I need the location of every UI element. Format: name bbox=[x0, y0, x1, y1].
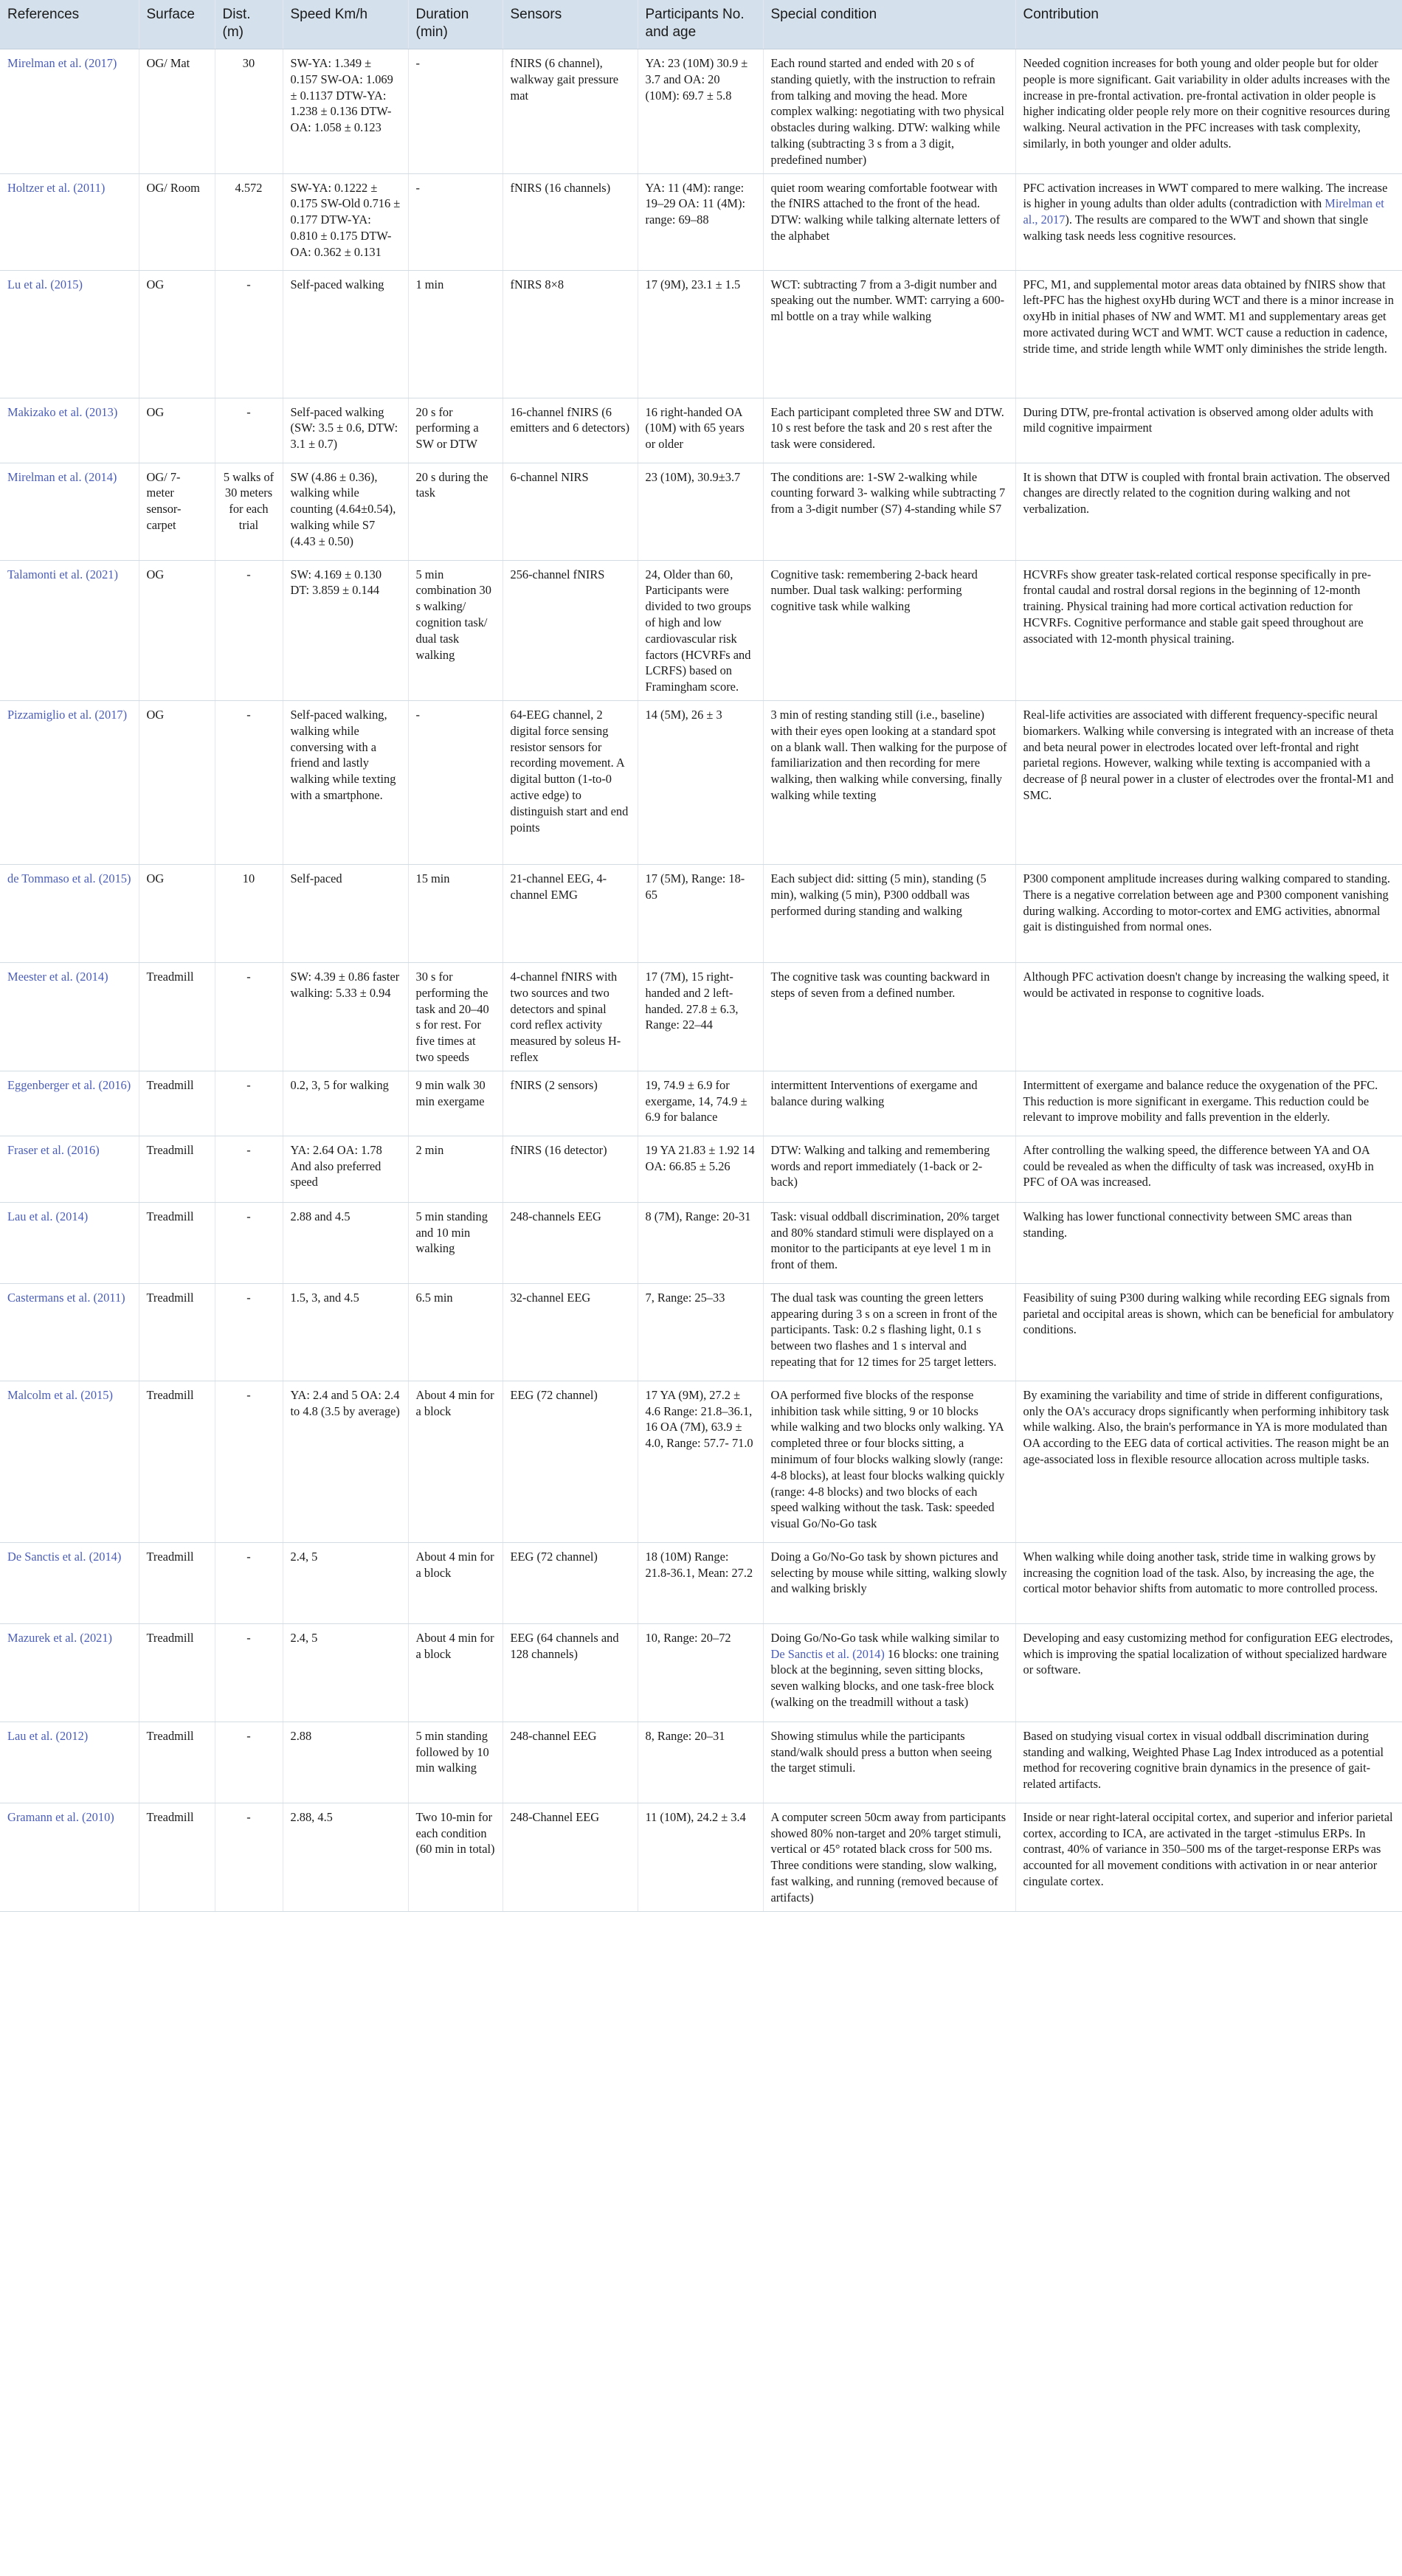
contribution-cell: During DTW, pre-frontal activation is observed among older adults with mild cognitive impairment bbox=[1015, 398, 1402, 463]
speed-cell: 1.5, 3, and 4.5 bbox=[283, 1283, 408, 1381]
header-duration: Duration (min) bbox=[408, 0, 503, 49]
condition-cell: Each round started and ended with 20 s of standing quietly, with the instruction to refrain from talking and moving the head. More complex walking: negotiating with two physical obstacles during walking. DTW: walking while talking (subtracting 3 s from a 3 digit, predefined number) bbox=[763, 49, 1015, 174]
contribution-cell: Inside or near right-lateral occipital cortex, and superior and inferior parietal cortex, according to ICA, are activated in the target -stimulus ERPs. In contrast, 40% of variance in 350–500 ms of the target-response ERPs was accounted for all movement conditions with activation in or near anterior cingulate cortex. bbox=[1015, 1803, 1402, 1911]
duration-cell: 2 min bbox=[408, 1136, 503, 1202]
table-row bbox=[0, 1623, 1402, 1722]
surface-cell: Treadmill bbox=[139, 1623, 215, 1722]
surface-cell: OG/ Mat bbox=[139, 49, 215, 174]
condition-cell: Each subject did: sitting (5 min), standing (5 min), walking (5 min), P300 oddball was performed during standing and walking bbox=[763, 864, 1015, 962]
condition-cell: 3 min of resting standing still (i.e., baseline) with their eyes open looking at a standard spot on a blank wall. Then walking for the purpose of familiarization and then recording for mere walking, then walking while conversing, finally walking while texting bbox=[763, 700, 1015, 864]
participants-cell: 19 YA 21.83 ± 1.92 14 OA: 66.85 ± 5.26 bbox=[638, 1136, 763, 1202]
participants-cell: 8 (7M), Range: 20-31 bbox=[638, 1202, 763, 1283]
table-header bbox=[0, 0, 1402, 49]
table-body bbox=[0, 49, 1402, 1912]
participants-cell: 18 (10M) Range: 21.8-36.1, Mean: 27.2 bbox=[638, 1542, 763, 1623]
surface-cell: OG/ 7-meter sensor-carpet bbox=[139, 463, 215, 560]
table-row bbox=[0, 270, 1402, 398]
table-row bbox=[0, 173, 1402, 270]
condition-cell: intermittent Interventions of exergame and balance during walking bbox=[763, 1071, 1015, 1136]
speed-cell: SW: 4.169 ± 0.130 DT: 3.859 ± 0.144 bbox=[283, 560, 408, 700]
citation-link[interactable]: De Sanctis et al. (2014) bbox=[770, 1646, 885, 1661]
condition-cell: A computer screen 50cm away from participants showed 80% non-target and 20% target stimuli, vertical or 45° rotated black cross for 500 ms. Three conditions were standing, slow walking, fast walking, and running (removed because of artifacts) bbox=[763, 1803, 1015, 1911]
reference-link[interactable]: Talamonti et al. (2021) bbox=[0, 560, 139, 700]
distance-cell: 30 bbox=[215, 49, 283, 174]
distance-cell: - bbox=[215, 560, 283, 700]
contribution-cell: Walking has lower functional connectivity between SMC areas than standing. bbox=[1015, 1202, 1402, 1283]
condition-cell: DTW: Walking and talking and remembering words and report immediately (1-back or 2-back) bbox=[763, 1136, 1015, 1202]
reference-link[interactable]: de Tommaso et al. (2015) bbox=[0, 864, 139, 962]
participants-cell: YA: 23 (10M) 30.9 ± 3.7 and OA: 20 (10M): 69.7 ± 5.8 bbox=[638, 49, 763, 174]
speed-cell: SW-YA: 1.349 ± 0.157 SW-OA: 1.069 ± 0.1137 DTW-YA: 1.238 ± 0.136 DTW-OA: 1.058 ± 0.123 bbox=[283, 49, 408, 174]
sensors-cell: 256-channel fNIRS bbox=[503, 560, 638, 700]
surface-cell: Treadmill bbox=[139, 1381, 215, 1542]
sensors-cell: 248-channels EEG bbox=[503, 1202, 638, 1283]
speed-cell: Self-paced walking (SW: 3.5 ± 0.6, DTW: 3.1 ± 0.7) bbox=[283, 398, 408, 463]
table-row bbox=[0, 1722, 1402, 1803]
distance-cell: - bbox=[215, 270, 283, 398]
table-row bbox=[0, 1381, 1402, 1542]
contribution-cell: After controlling the walking speed, the difference between YA and OA could be revealed as when the difficulty of task was increased, oxyHb in PFC of OA was increased. bbox=[1015, 1136, 1402, 1202]
surface-cell: OG/ Room bbox=[139, 173, 215, 270]
sensors-cell: 16-channel fNIRS (6 emitters and 6 detectors) bbox=[503, 398, 638, 463]
participants-cell: 17 (7M), 15 right-handed and 2 left-handed. 27.8 ± 6.3, Range: 22–44 bbox=[638, 962, 763, 1071]
table-row bbox=[0, 1283, 1402, 1381]
duration-cell: 5 min combination 30 s walking/ cognition task/ dual task walking bbox=[408, 560, 503, 700]
header-contribution: Contribution bbox=[1015, 0, 1402, 49]
table-row bbox=[0, 1202, 1402, 1283]
table-row bbox=[0, 49, 1402, 174]
duration-cell: 5 min standing and 10 min walking bbox=[408, 1202, 503, 1283]
participants-cell: 7, Range: 25–33 bbox=[638, 1283, 763, 1381]
reference-link[interactable]: Fraser et al. (2016) bbox=[0, 1136, 139, 1202]
contribution-cell: When walking while doing another task, stride time in walking grows by increasing the cognition load of the task. Also, by increasing the age, the cortical motor behavior shifts from automatic to more controlled process. bbox=[1015, 1542, 1402, 1623]
table-row bbox=[0, 1803, 1402, 1911]
speed-cell: 0.2, 3, 5 for walking bbox=[283, 1071, 408, 1136]
contribution-cell: PFC, M1, and supplemental motor areas data obtained by fNIRS show that left-PFC has the highest oxyHb during WCT and there is a minor increase in oxyHb in initial phases of NW and WMT. M1 and supplementary areas get more activated during WCT and WMT. WCT cause a reduction in cadence, stride time, and stride length while WMT only diminishes the stride length. bbox=[1015, 270, 1402, 398]
table-row bbox=[0, 1071, 1402, 1136]
condition-cell: The cognitive task was counting backward in steps of seven from a defined number. bbox=[763, 962, 1015, 1071]
header-speed: Speed Km/h bbox=[283, 0, 408, 49]
surface-cell: Treadmill bbox=[139, 1803, 215, 1911]
participants-cell: 17 (5M), Range: 18-65 bbox=[638, 864, 763, 962]
surface-cell: Treadmill bbox=[139, 1283, 215, 1381]
sensors-cell: fNIRS 8×8 bbox=[503, 270, 638, 398]
sensors-cell: 248-Channel EEG bbox=[503, 1803, 638, 1911]
reference-link[interactable]: Pizzamiglio et al. (2017) bbox=[0, 700, 139, 864]
duration-cell: 5 min standing followed by 10 min walking bbox=[408, 1722, 503, 1803]
distance-cell: - bbox=[215, 1071, 283, 1136]
participants-cell: 23 (10M), 30.9±3.7 bbox=[638, 463, 763, 560]
table-row bbox=[0, 700, 1402, 864]
distance-cell: 10 bbox=[215, 864, 283, 962]
contribution-cell: Intermittent of exergame and balance reduce the oxygenation of the PFC. This reduction is more significant in exergame. This reduction could be relevant to improve mobility and falls prevention in the elderly. bbox=[1015, 1071, 1402, 1136]
contribution-cell bbox=[1015, 173, 1402, 270]
surface-cell: Treadmill bbox=[139, 1071, 215, 1136]
participants-cell: 14 (5M), 26 ± 3 bbox=[638, 700, 763, 864]
table-row bbox=[0, 560, 1402, 700]
contribution-cell: Real-life activities are associated with different frequency-specific neural biomarkers. Walking while conversing is integrated with an increase of theta and beta neural power in electrodes located over left-frontal and right parietal regions. However, walking while texting is accompanied with a decrease of β neural power in a cluster of electrodes over the frontal-M1 and SMC. bbox=[1015, 700, 1402, 864]
table-row bbox=[0, 463, 1402, 560]
reference-link[interactable]: Makizako et al. (2013) bbox=[0, 398, 139, 463]
table-row bbox=[0, 962, 1402, 1071]
citation-link[interactable]: Mirelman et al., 2017 bbox=[1023, 196, 1384, 227]
duration-cell: 20 s for performing a SW or DTW bbox=[408, 398, 503, 463]
reference-link[interactable]: De Sanctis et al. (2014) bbox=[0, 1542, 139, 1623]
duration-cell: 15 min bbox=[408, 864, 503, 962]
speed-cell: Self-paced walking bbox=[283, 270, 408, 398]
surface-cell: OG bbox=[139, 700, 215, 864]
duration-cell: About 4 min for a block bbox=[408, 1623, 503, 1722]
contribution-cell: P300 component amplitude increases during walking compared to standing. There is a negative correlation between age and P300 component vanishing during walking. According to motor-cortex and EMG activities, abnormal gait is distinguished from normal ones. bbox=[1015, 864, 1402, 962]
condition-cell: quiet room wearing comfortable footwear with the fNIRS attached to the front of the head. DTW: walking while talking alternate letters of the alphabet bbox=[763, 173, 1015, 270]
sensors-cell: 32-channel EEG bbox=[503, 1283, 638, 1381]
sensors-cell: 248-channel EEG bbox=[503, 1722, 638, 1803]
header-sensors: Sensors bbox=[503, 0, 638, 49]
distance-cell: - bbox=[215, 700, 283, 864]
participants-cell: YA: 11 (4M): range: 19–29 OA: 11 (4M): range: 69–88 bbox=[638, 173, 763, 270]
surface-cell: OG bbox=[139, 560, 215, 700]
sensors-cell: fNIRS (16 detector) bbox=[503, 1136, 638, 1202]
distance-cell: - bbox=[215, 1542, 283, 1623]
condition-cell: WCT: subtracting 7 from a 3-digit number and speaking out the number. WMT: carrying a 600-ml bottle on a tray while walking bbox=[763, 270, 1015, 398]
condition-cell: OA performed five blocks of the response inhibition task while sitting, 9 or 10 blocks while walking and two blocks only walking. YA completed three or four blocks sitting, a minimum of four blocks walking slowly (range: 4-8 blocks), at least four blocks walking quickly (range: 4-8 blocks) and two blocks of each speed walking without the task. Task: speeded visual Go/No-Go task bbox=[763, 1381, 1015, 1542]
participants-cell: 19, 74.9 ± 6.9 for exergame, 14, 74.9 ± 6.9 for balance bbox=[638, 1071, 763, 1136]
speed-cell: SW: 4.39 ± 0.86 faster walking: 5.33 ± 0.94 bbox=[283, 962, 408, 1071]
distance-cell: - bbox=[215, 1623, 283, 1722]
distance-cell: - bbox=[215, 962, 283, 1071]
duration-cell: 6.5 min bbox=[408, 1283, 503, 1381]
distance-cell: - bbox=[215, 398, 283, 463]
distance-cell: 4.572 bbox=[215, 173, 283, 270]
reference-link[interactable]: Meester et al. (2014) bbox=[0, 962, 139, 1071]
sensors-cell: EEG (72 channel) bbox=[503, 1542, 638, 1623]
duration-cell: - bbox=[408, 700, 503, 864]
speed-cell: 2.88 and 4.5 bbox=[283, 1202, 408, 1283]
surface-cell: Treadmill bbox=[139, 1542, 215, 1623]
contribution-cell: By examining the variability and time of stride in different configurations, only the OA's accuracy drops significantly when performing inhibitory task while walking. Also, the brain's performance in YA is more modulated than OA according to the EEG data of cortical activities. The reason might be an age-associated loss in flexible resource allocation across multiple tasks. bbox=[1015, 1381, 1402, 1542]
condition-cell: Doing a Go/No-Go task by shown pictures and selecting by mouse while sitting, walking slowly and walking briskly bbox=[763, 1542, 1015, 1623]
header-distance: Dist. (m) bbox=[215, 0, 283, 49]
distance-cell: - bbox=[215, 1722, 283, 1803]
condition-cell: Each participant completed three SW and DTW. 10 s rest before the task and 20 s rest after the task were considered. bbox=[763, 398, 1015, 463]
reference-link[interactable]: Lu et al. (2015) bbox=[0, 270, 139, 398]
condition-cell bbox=[763, 1623, 1015, 1722]
speed-cell: YA: 2.64 OA: 1.78 And also preferred speed bbox=[283, 1136, 408, 1202]
duration-cell: 1 min bbox=[408, 270, 503, 398]
surface-cell: Treadmill bbox=[139, 962, 215, 1071]
reference-link[interactable]: Lau et al. (2014) bbox=[0, 1202, 139, 1283]
contribution-cell: HCVRFs show greater task-related cortical response specifically in pre-frontal caudal and rostral dorsal regions in the beginning of 12-month training. Physical training had more cortical activation reduction for HCVRFs. Cognitive performance and stable gait speed throughout are associated with 12-month physical training. bbox=[1015, 560, 1402, 700]
participants-cell: 10, Range: 20–72 bbox=[638, 1623, 763, 1722]
distance-cell: - bbox=[215, 1202, 283, 1283]
contribution-cell: Although PFC activation doesn't change by increasing the walking speed, it would be activated in response to cognitive loads. bbox=[1015, 962, 1402, 1071]
surface-cell: Treadmill bbox=[139, 1136, 215, 1202]
duration-cell: - bbox=[408, 173, 503, 270]
header-special-condition: Special condition bbox=[763, 0, 1015, 49]
reference-link[interactable]: Malcolm et al. (2015) bbox=[0, 1381, 139, 1542]
table-row bbox=[0, 398, 1402, 463]
header-row bbox=[0, 0, 1402, 49]
sensors-cell: EEG (72 channel) bbox=[503, 1381, 638, 1542]
sensors-cell: fNIRS (6 channel), walkway gait pressure mat bbox=[503, 49, 638, 174]
surface-cell: Treadmill bbox=[139, 1202, 215, 1283]
distance-cell: 5 walks of 30 meters for each trial bbox=[215, 463, 283, 560]
sensors-cell: fNIRS (2 sensors) bbox=[503, 1071, 638, 1136]
speed-cell: Self-paced walking, walking while conversing with a friend and lastly walking while texting with a smartphone. bbox=[283, 700, 408, 864]
contribution-cell: It is shown that DTW is coupled with frontal brain activation. The observed changes are directly related to the cognition during walking and not verbalization. bbox=[1015, 463, 1402, 560]
header-participants: Participants No. and age bbox=[638, 0, 763, 49]
header-references: References bbox=[0, 0, 139, 49]
reference-link[interactable]: Gramann et al. (2010) bbox=[0, 1803, 139, 1911]
duration-cell: About 4 min for a block bbox=[408, 1542, 503, 1623]
surface-cell: OG bbox=[139, 864, 215, 962]
speed-cell: YA: 2.4 and 5 OA: 2.4 to 4.8 (3.5 by average) bbox=[283, 1381, 408, 1542]
participants-cell: 17 YA (9M), 27.2 ± 4.6 Range: 21.8–36.1, 16 OA (7M), 63.9 ± 4.0, Range: 57.7- 71.0 bbox=[638, 1381, 763, 1542]
distance-cell: - bbox=[215, 1283, 283, 1381]
contribution-text: ). The results are compared to the WWT and shown that single walking task needs less cognitive resources. bbox=[1023, 213, 1368, 243]
condition-text: Doing Go/No-Go task while walking similar to bbox=[770, 1630, 1000, 1645]
participants-cell: 11 (10M), 24.2 ± 3.4 bbox=[638, 1803, 763, 1911]
duration-cell: About 4 min for a block bbox=[408, 1381, 503, 1542]
reference-link[interactable]: Eggenberger et al. (2016) bbox=[0, 1071, 139, 1136]
sensors-cell: 6-channel NIRS bbox=[503, 463, 638, 560]
speed-cell: 2.88 bbox=[283, 1722, 408, 1803]
duration-cell: 9 min walk 30 min exergame bbox=[408, 1071, 503, 1136]
participants-cell: 8, Range: 20–31 bbox=[638, 1722, 763, 1803]
speed-cell: SW-YA: 0.1222 ± 0.175 SW-Old 0.716 ± 0.177 DTW-YA: 0.810 ± 0.175 DTW-OA: 0.362 ± 0.131 bbox=[283, 173, 408, 270]
participants-cell: 17 (9M), 23.1 ± 1.5 bbox=[638, 270, 763, 398]
reference-link[interactable]: Holtzer et al. (2011) bbox=[0, 173, 139, 270]
condition-cell: The conditions are: 1-SW 2-walking while counting forward 3- walking while subtracting 7 from a 3-digit number (S7) 4-standing while S7 bbox=[763, 463, 1015, 560]
duration-cell: - bbox=[408, 49, 503, 174]
sensors-cell: 4-channel fNIRS with two sources and two detectors and spinal cord reflex activity measured by soleus H-reflex bbox=[503, 962, 638, 1071]
sensors-cell: 21-channel EEG, 4-channel EMG bbox=[503, 864, 638, 962]
table-row bbox=[0, 1136, 1402, 1202]
condition-cell: Cognitive task: remembering 2-back heard number. Dual task walking: performing cognitive task while walking bbox=[763, 560, 1015, 700]
sensors-cell: 64-EEG channel, 2 digital force sensing resistor sensors for recording movement. A digital button (1-to-0 active edge) to distinguish start and end points bbox=[503, 700, 638, 864]
sensors-cell: EEG (64 channels and 128 channels) bbox=[503, 1623, 638, 1722]
reference-link[interactable]: Mirelman et al. (2017) bbox=[0, 49, 139, 174]
duration-cell: 30 s for performing the task and 20–40 s for rest. For five times at two speeds bbox=[408, 962, 503, 1071]
participants-cell: 16 right-handed OA (10M) with 65 years or older bbox=[638, 398, 763, 463]
distance-cell: - bbox=[215, 1136, 283, 1202]
contribution-cell: Needed cognition increases for both young and older people but for older people is more significant. Gait variability in older adults increases with the increase in pre-frontal activation. pre-frontal activation in older people is higher indicating older people rely more on their cognitive resources during walking. Neural activation in the PFC increases with task complexity, similarly, in both younger and older adults. bbox=[1015, 49, 1402, 174]
duration-cell: Two 10-min for each condition (60 min in total) bbox=[408, 1803, 503, 1911]
reference-link[interactable]: Castermans et al. (2011) bbox=[0, 1283, 139, 1381]
speed-cell: SW (4.86 ± 0.36), walking while counting (4.64±0.54), walking while S7 (4.43 ± 0.50) bbox=[283, 463, 408, 560]
surface-cell: OG bbox=[139, 398, 215, 463]
reference-link[interactable]: Lau et al. (2012) bbox=[0, 1722, 139, 1803]
contribution-cell: Based on studying visual cortex in visual oddball discrimination during standing and walking, Weighted Phase Lag Index introduced as a potential method for recovering cognitive brain dynamics in the presence of gait-related artifacts. bbox=[1015, 1722, 1402, 1803]
table-row bbox=[0, 1542, 1402, 1623]
table-row bbox=[0, 864, 1402, 962]
distance-cell: - bbox=[215, 1381, 283, 1542]
surface-cell: OG bbox=[139, 270, 215, 398]
speed-cell: Self-paced bbox=[283, 864, 408, 962]
condition-cell: The dual task was counting the green letters appearing during 3 s on a screen in front of the participants. Task: 0.2 s flashing light, 0.1 s between two flashes and 1 s interval and repeating that for 12 times for 25 target letters. bbox=[763, 1283, 1015, 1381]
surface-cell: Treadmill bbox=[139, 1722, 215, 1803]
condition-text: 16 blocks: one training block at the beginning, seven sitting blocks, seven walking blocks, and one task-free block (walking on the treadmill without a task) bbox=[770, 1646, 999, 1709]
speed-cell: 2.88, 4.5 bbox=[283, 1803, 408, 1911]
header-surface: Surface bbox=[139, 0, 215, 49]
speed-cell: 2.4, 5 bbox=[283, 1623, 408, 1722]
reference-link[interactable]: Mazurek et al. (2021) bbox=[0, 1623, 139, 1722]
contribution-cell: Feasibility of suing P300 during walking while recording EEG signals from parietal and occipital areas is shown, which can be beneficial for ambulatory conditions. bbox=[1015, 1283, 1402, 1381]
condition-cell: Task: visual oddball discrimination, 20% target and 80% standard stimuli were displayed on a monitor to the participants at eye level 1 m in front of them. bbox=[763, 1202, 1015, 1283]
participants-cell: 24, Older than 60, Participants were divided to two groups of high and low cardiovascular risk factors (HCVRFs and LCRFS) based on Framingham score. bbox=[638, 560, 763, 700]
contribution-cell: Developing and easy customizing method for configuration EEG electrodes, which is improving the spatial localization of without specialized hardware or software. bbox=[1015, 1623, 1402, 1722]
duration-cell: 20 s during the task bbox=[408, 463, 503, 560]
distance-cell: - bbox=[215, 1803, 283, 1911]
speed-cell: 2.4, 5 bbox=[283, 1542, 408, 1623]
sensors-cell: fNIRS (16 channels) bbox=[503, 173, 638, 270]
condition-cell: Showing stimulus while the participants stand/walk should press a button when seeing the target stimuli. bbox=[763, 1722, 1015, 1803]
reference-link[interactable]: Mirelman et al. (2014) bbox=[0, 463, 139, 560]
contribution-text: PFC activation increases in WWT compared to mere walking. The increase is higher in young adults than older adults (contradiction with bbox=[1023, 180, 1388, 211]
